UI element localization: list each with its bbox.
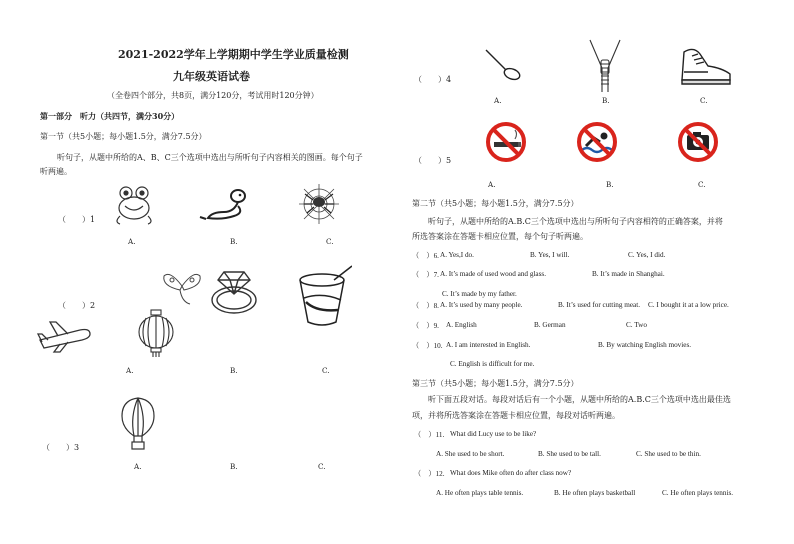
q11-option-c: C. She used to be thin. (636, 450, 701, 458)
no-swimming-sign (574, 120, 620, 164)
q8-option-a: A. It’s used by many people. (440, 301, 523, 309)
q1-blank: （ ）1 (58, 215, 96, 224)
q2-blank: （ ）2 (58, 301, 96, 310)
part1-heading: 第一部分 听力（共四节，满分30分） (40, 111, 180, 121)
q4-blank: （ ）4 (414, 75, 452, 84)
q5-option-b: B. (606, 180, 614, 189)
q6-option-a: A. Yes,I do. (440, 251, 474, 259)
q4-option-b: B. (602, 96, 610, 105)
q7-option-a: A. It’s made of used wood and glass. (440, 270, 546, 278)
drink-cup-icon (296, 264, 352, 328)
q8-number: （ ）8. (412, 302, 439, 310)
frog-icon (110, 184, 158, 226)
q12-option-c: C. He often plays tennis. (662, 489, 734, 497)
q1-option-b: B. (230, 237, 238, 246)
butterfly-icon (160, 268, 204, 308)
q11-question: What did Lucy use to be like? (450, 430, 537, 438)
lantern-icon (136, 308, 176, 358)
q3-option-b: B. (230, 462, 238, 471)
airplane-icon (36, 316, 94, 354)
section1-instruction-2: 听两遍。 (40, 167, 72, 176)
q9-number: （ ）9. (412, 322, 439, 330)
q10-number: （ ）10. (412, 342, 443, 350)
q12-option-a: A. He often plays table tennis. (436, 489, 524, 497)
q5-option-a: A. (488, 180, 496, 189)
zipper-icon (588, 38, 622, 94)
section2-instruction-2: 所选答案涂在答题卡相应位置，每个句子听两遍。 (412, 232, 588, 241)
q5-blank: （ ）5 (414, 156, 452, 165)
q8-option-c: C. I bought it at a low price. (648, 301, 729, 309)
no-photography-sign (676, 120, 720, 164)
no-smoking-sign (484, 120, 528, 164)
section1-heading: 第一节（共5小题；每小题1.5分，满分7.5分） (40, 132, 207, 141)
q3-blank: （ ）3 (42, 443, 80, 452)
hot-air-balloon-icon (120, 396, 156, 452)
section2-instruction-1: 听句子，从题中所给的A.B.C三个选项中选出与所听句子内容相符的正确答案，并将 (428, 217, 723, 226)
q4-option-c: C. (700, 96, 708, 105)
q1-option-a: A. (128, 237, 136, 246)
section1-instruction-1: 听句子，从题中所给的A、B、C三个选项中选出与所听句子内容相关的图画。每个句子 (57, 153, 363, 162)
exam-title: 2021-2022学年上学期期中学生学业质量检测 (118, 48, 349, 61)
q7-number: （ ）7. (412, 271, 439, 279)
spider-icon (296, 182, 342, 226)
q12-number: （ ）12. (414, 470, 445, 478)
q9-option-a: A. English (446, 321, 477, 329)
section3-instruction-2: 项，并将所选答案涂在答题卡相应位置，每段对话听两遍。 (412, 411, 620, 420)
exam-note: （全卷四个部分，共8页，满分120分，考试用时120分钟） (107, 91, 319, 100)
q4-option-a: A. (494, 96, 502, 105)
sneaker-icon (678, 44, 734, 88)
q5-option-c: C. (698, 180, 706, 189)
q6-number: （ ）6. (412, 252, 439, 260)
exam-subtitle: 九年级英语试卷 (173, 70, 250, 83)
q6-option-b: B. Yes, I will. (530, 251, 570, 259)
q10-option-b: B. By watching English movies. (598, 341, 692, 349)
q2-option-c: C. (322, 366, 330, 375)
q7-option-c: C. It’s made by my father. (442, 290, 517, 298)
q8-option-b: B. It’s used for cutting meat. (558, 301, 641, 309)
q11-option-a: A. She used to be short. (436, 450, 505, 458)
section3-heading: 第三节（共5小题；每小题1.5分，满分7.5分） (412, 379, 579, 388)
q6-option-c: C. Yes, I did. (628, 251, 666, 259)
q11-option-b: B. She used to be tall. (538, 450, 601, 458)
ring-icon (208, 264, 260, 316)
q9-option-b: B. German (534, 321, 566, 329)
q9-option-c: C. Two (626, 321, 647, 329)
section3-instruction-1: 听下面五段对话。每段对话后有一个小题，从题中所给的A.B.C三个选项中选出最佳选 (428, 395, 731, 404)
q2-option-b: B. (230, 366, 238, 375)
section2-heading: 第二节（共5小题；每小题1.5分，满分7.5分） (412, 199, 579, 208)
q2-option-a: A. (126, 366, 134, 375)
spoon-icon (482, 48, 522, 82)
q3-option-a: A. (134, 462, 142, 471)
q3-option-c: C. (318, 462, 326, 471)
q10-option-c: C. English is difficult for me. (450, 360, 535, 368)
q11-number: （ ）11. (414, 431, 445, 439)
snake-icon (198, 186, 252, 226)
q12-option-b: B. He often plays basketball (554, 489, 636, 497)
q10-option-a: A. I am interested in English. (446, 341, 531, 349)
q1-option-c: C. (326, 237, 334, 246)
q12-question: What does Mike often do after class now? (450, 469, 572, 477)
q7-option-b: B. It’s made in Shanghai. (592, 270, 665, 278)
